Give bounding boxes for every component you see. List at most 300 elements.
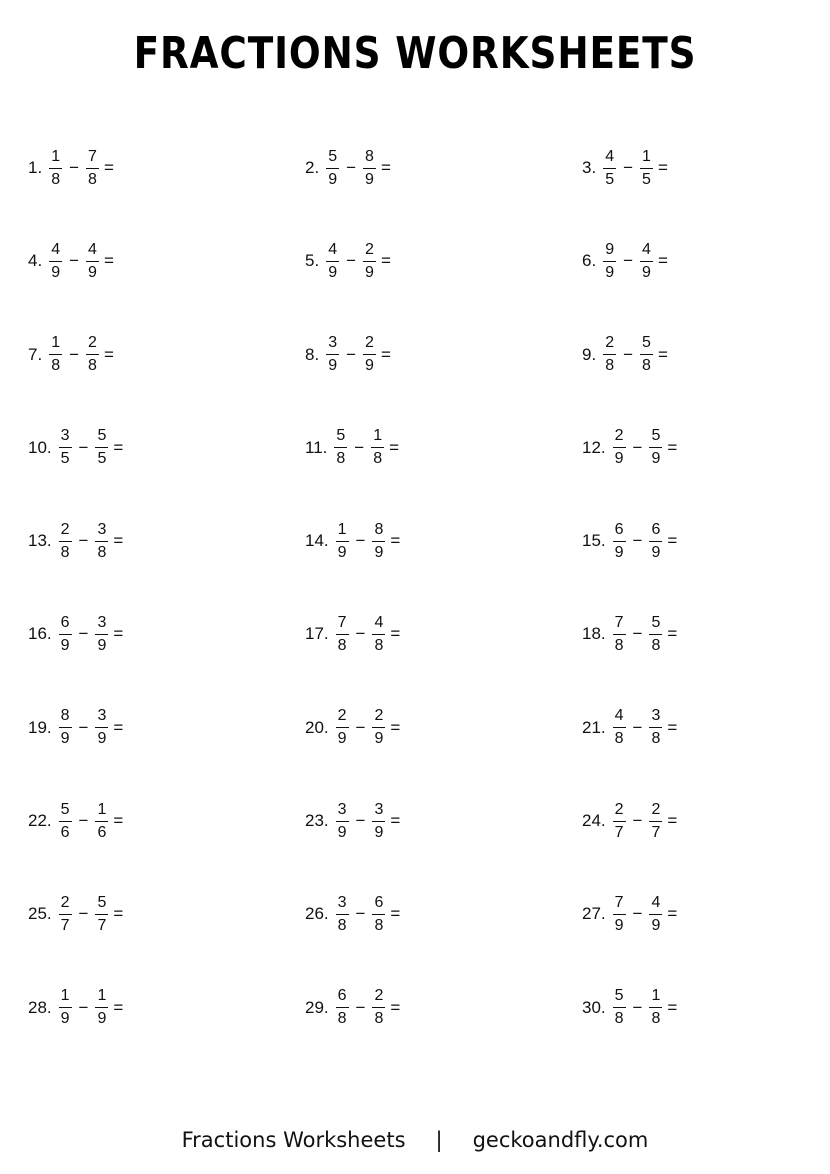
numerator: 5 xyxy=(95,428,108,448)
first-fraction xyxy=(336,988,349,1027)
second-fraction xyxy=(649,522,662,561)
footer xyxy=(0,1128,830,1152)
second-fraction xyxy=(95,988,108,1027)
numerator: 5 xyxy=(640,335,653,355)
equals-sign: = xyxy=(667,717,678,737)
problem-item xyxy=(305,886,582,942)
problem-item xyxy=(582,886,828,942)
denominator: 9 xyxy=(60,730,70,748)
numerator: 8 xyxy=(363,149,376,169)
numerator: 8 xyxy=(372,522,385,542)
problem-item xyxy=(28,606,305,662)
second-fraction xyxy=(372,988,385,1027)
numerator: 4 xyxy=(603,149,616,169)
numerator: 4 xyxy=(613,708,626,728)
minus-sign: − xyxy=(78,531,89,551)
first-fraction xyxy=(336,615,349,654)
numerator: 1 xyxy=(49,149,62,169)
problem-item xyxy=(28,793,305,849)
problem-item xyxy=(28,886,305,942)
numerator: 1 xyxy=(640,149,653,169)
numerator: 9 xyxy=(603,242,616,262)
second-fraction xyxy=(86,242,99,281)
denominator: 9 xyxy=(328,263,338,281)
numerator: 2 xyxy=(372,708,385,728)
problem-number: 13. xyxy=(28,531,52,551)
first-fraction xyxy=(336,802,349,841)
problem-item xyxy=(305,700,582,756)
problem-number: 18. xyxy=(582,624,606,644)
equals-sign: = xyxy=(380,344,391,364)
numerator: 8 xyxy=(59,708,72,728)
second-fraction xyxy=(95,615,108,654)
numerator: 3 xyxy=(336,802,349,822)
problem-number: 27. xyxy=(582,904,606,924)
numerator: 6 xyxy=(649,522,662,542)
equals-sign: = xyxy=(103,158,114,177)
equals-sign: = xyxy=(667,437,678,457)
denominator: 7 xyxy=(97,916,107,934)
problem-number: 28. xyxy=(28,997,52,1017)
problem-number: 8. xyxy=(305,344,320,364)
denominator: 8 xyxy=(337,1010,347,1028)
minus-sign: − xyxy=(78,997,89,1017)
first-fraction xyxy=(326,242,339,281)
denominator: 5 xyxy=(605,170,615,188)
numerator: 3 xyxy=(95,522,108,542)
problem-item xyxy=(305,793,582,849)
denominator: 9 xyxy=(365,357,374,375)
problem-item xyxy=(582,327,828,383)
numerator: 3 xyxy=(95,615,108,635)
denominator: 9 xyxy=(614,916,624,934)
denominator: 6 xyxy=(97,823,107,841)
denominator: 9 xyxy=(605,263,615,281)
first-fraction xyxy=(613,428,626,467)
denominator: 9 xyxy=(97,1010,107,1028)
equals-sign: = xyxy=(113,717,124,737)
denominator: 8 xyxy=(51,357,61,375)
numerator: 2 xyxy=(336,708,349,728)
numerator: 1 xyxy=(95,802,108,822)
problem-item xyxy=(305,980,582,1036)
denominator: 8 xyxy=(97,543,107,561)
denominator: 9 xyxy=(88,263,97,281)
second-fraction xyxy=(649,802,662,841)
denominator: 8 xyxy=(60,543,70,561)
numerator: 4 xyxy=(49,242,62,262)
numerator: 3 xyxy=(59,428,72,448)
numerator: 5 xyxy=(95,895,108,915)
denominator: 8 xyxy=(642,357,651,375)
denominator: 9 xyxy=(365,263,374,281)
first-fraction xyxy=(59,895,72,934)
problem-number: 6. xyxy=(582,251,597,271)
problem-number: 23. xyxy=(305,811,329,831)
denominator: 5 xyxy=(97,450,107,468)
numerator: 5 xyxy=(59,802,72,822)
footer-title: Fractions Worksheets xyxy=(181,1128,406,1152)
second-fraction xyxy=(372,522,385,561)
numerator: 7 xyxy=(336,615,349,635)
equals-sign: = xyxy=(380,158,391,177)
minus-sign: − xyxy=(632,811,643,831)
second-fraction xyxy=(371,428,384,467)
denominator: 8 xyxy=(336,450,346,468)
numerator: 4 xyxy=(86,242,99,262)
equals-sign: = xyxy=(667,624,678,644)
problem-item xyxy=(582,793,828,849)
problem-number: 11. xyxy=(305,437,328,457)
second-fraction xyxy=(86,149,99,188)
numerator: 1 xyxy=(649,988,662,1008)
denominator: 8 xyxy=(614,636,624,654)
second-fraction xyxy=(649,895,662,934)
problem-item xyxy=(582,606,828,662)
problem-number: 14. xyxy=(305,531,329,551)
minus-sign: − xyxy=(69,344,80,364)
numerator: 7 xyxy=(613,895,626,915)
numerator: 5 xyxy=(326,149,339,169)
numerator: 1 xyxy=(49,335,62,355)
denominator: 9 xyxy=(60,636,70,654)
denominator: 9 xyxy=(337,823,347,841)
equals-sign: = xyxy=(390,717,401,737)
denominator: 8 xyxy=(88,170,97,188)
problem-item xyxy=(305,327,582,383)
minus-sign: − xyxy=(623,158,634,177)
denominator: 8 xyxy=(374,916,384,934)
first-fraction xyxy=(334,428,347,467)
footer-separator: | xyxy=(435,1128,443,1152)
numerator: 1 xyxy=(95,988,108,1008)
first-fraction xyxy=(59,615,72,654)
first-fraction xyxy=(336,895,349,934)
equals-sign: = xyxy=(103,344,114,364)
minus-sign: − xyxy=(355,531,366,551)
numerator: 3 xyxy=(372,802,385,822)
problem-item xyxy=(28,700,305,756)
problem-number: 19. xyxy=(28,717,52,737)
minus-sign: − xyxy=(69,158,80,177)
denominator: 9 xyxy=(337,730,347,748)
problem-item xyxy=(305,513,582,569)
first-fraction xyxy=(613,988,626,1027)
second-fraction xyxy=(649,428,662,467)
denominator: 7 xyxy=(651,823,661,841)
minus-sign: − xyxy=(346,158,357,177)
numerator: 1 xyxy=(336,522,349,542)
second-fraction xyxy=(363,335,376,374)
equals-sign: = xyxy=(667,531,678,551)
numerator: 7 xyxy=(86,149,99,169)
problem-number: 4. xyxy=(28,251,43,271)
second-fraction xyxy=(372,708,385,747)
denominator: 6 xyxy=(60,823,70,841)
minus-sign: − xyxy=(632,437,643,457)
minus-sign: − xyxy=(78,717,89,737)
equals-sign: = xyxy=(390,811,401,831)
numerator: 5 xyxy=(613,988,626,1008)
numerator: 2 xyxy=(59,522,72,542)
minus-sign: − xyxy=(623,251,634,271)
first-fraction xyxy=(613,708,626,747)
denominator: 8 xyxy=(614,1010,624,1028)
numerator: 3 xyxy=(649,708,662,728)
denominator: 5 xyxy=(642,170,651,188)
minus-sign: − xyxy=(78,904,89,924)
second-fraction xyxy=(640,335,653,374)
equals-sign: = xyxy=(657,158,668,177)
problem-item xyxy=(305,140,582,196)
equals-sign: = xyxy=(390,997,401,1017)
denominator: 8 xyxy=(651,730,661,748)
problem-item xyxy=(28,140,305,196)
minus-sign: − xyxy=(632,997,643,1017)
problem-item xyxy=(582,140,828,196)
minus-sign: − xyxy=(623,344,634,364)
denominator: 5 xyxy=(60,450,70,468)
second-fraction xyxy=(86,335,99,374)
numerator: 3 xyxy=(95,708,108,728)
problem-number: 30. xyxy=(582,997,606,1017)
problem-number: 25. xyxy=(28,904,52,924)
denominator: 9 xyxy=(374,730,384,748)
second-fraction xyxy=(363,242,376,281)
numerator: 2 xyxy=(649,802,662,822)
first-fraction xyxy=(613,895,626,934)
first-fraction xyxy=(336,708,349,747)
numerator: 2 xyxy=(613,428,626,448)
numerator: 3 xyxy=(326,335,339,355)
problem-number: 7. xyxy=(28,344,43,364)
numerator: 3 xyxy=(336,895,349,915)
numerator: 2 xyxy=(86,335,99,355)
denominator: 8 xyxy=(651,636,661,654)
first-fraction xyxy=(603,242,616,281)
minus-sign: − xyxy=(346,344,357,364)
denominator: 8 xyxy=(374,1010,384,1028)
problem-item xyxy=(28,980,305,1036)
footer-website: geckoandfly.com xyxy=(472,1128,649,1152)
minus-sign: − xyxy=(632,904,643,924)
problem-number: 15. xyxy=(582,531,606,551)
equals-sign: = xyxy=(390,531,401,551)
denominator: 8 xyxy=(88,357,97,375)
problem-number: 10. xyxy=(28,437,52,457)
first-fraction xyxy=(59,708,72,747)
denominator: 9 xyxy=(614,543,624,561)
problem-item xyxy=(582,980,828,1036)
minus-sign: − xyxy=(632,717,643,737)
second-fraction xyxy=(372,802,385,841)
equals-sign: = xyxy=(390,904,401,924)
first-fraction xyxy=(613,802,626,841)
second-fraction xyxy=(363,149,376,188)
equals-sign: = xyxy=(667,997,678,1017)
problem-item xyxy=(582,420,828,476)
minus-sign: − xyxy=(78,437,89,457)
problem-number: 5. xyxy=(305,251,320,271)
numerator: 2 xyxy=(363,242,376,262)
denominator: 9 xyxy=(365,170,374,188)
minus-sign: − xyxy=(78,811,89,831)
problem-item xyxy=(28,513,305,569)
second-fraction xyxy=(649,615,662,654)
denominator: 8 xyxy=(51,170,61,188)
problem-number: 17. xyxy=(305,624,329,644)
first-fraction xyxy=(49,149,62,188)
minus-sign: − xyxy=(632,531,643,551)
equals-sign: = xyxy=(667,904,678,924)
denominator: 9 xyxy=(374,823,384,841)
first-fraction xyxy=(59,802,72,841)
first-fraction xyxy=(59,522,72,561)
denominator: 8 xyxy=(337,916,347,934)
problem-number: 9. xyxy=(582,344,597,364)
problem-item xyxy=(582,700,828,756)
numerator: 5 xyxy=(649,428,662,448)
equals-sign: = xyxy=(389,437,400,457)
problem-number: 26. xyxy=(305,904,329,924)
problem-item xyxy=(28,233,305,289)
second-fraction xyxy=(95,895,108,934)
problem-item xyxy=(582,513,828,569)
equals-sign: = xyxy=(657,344,668,364)
denominator: 8 xyxy=(614,730,624,748)
denominator: 9 xyxy=(651,450,661,468)
problem-number: 22. xyxy=(28,811,52,831)
numerator: 2 xyxy=(613,802,626,822)
problem-item xyxy=(305,606,582,662)
second-fraction xyxy=(95,428,108,467)
first-fraction xyxy=(613,522,626,561)
denominator: 9 xyxy=(642,263,651,281)
first-fraction xyxy=(59,988,72,1027)
problem-grid xyxy=(28,140,828,1073)
equals-sign: = xyxy=(390,624,401,644)
problem-item xyxy=(305,233,582,289)
denominator: 9 xyxy=(337,543,347,561)
problem-number: 3. xyxy=(582,158,597,177)
problem-number: 1. xyxy=(28,158,43,177)
denominator: 7 xyxy=(60,916,70,934)
first-fraction xyxy=(59,428,72,467)
numerator: 5 xyxy=(334,428,347,448)
problem-number: 2. xyxy=(305,158,320,177)
denominator: 9 xyxy=(60,1010,70,1028)
equals-sign: = xyxy=(113,624,124,644)
numerator: 7 xyxy=(613,615,626,635)
denominator: 9 xyxy=(614,450,624,468)
second-fraction xyxy=(372,615,385,654)
denominator: 8 xyxy=(605,357,615,375)
denominator: 7 xyxy=(614,823,624,841)
denominator: 9 xyxy=(328,170,338,188)
first-fraction xyxy=(603,149,616,188)
minus-sign: − xyxy=(354,437,365,457)
first-fraction xyxy=(336,522,349,561)
first-fraction xyxy=(603,335,616,374)
minus-sign: − xyxy=(355,811,366,831)
problem-number: 29. xyxy=(305,997,329,1017)
numerator: 6 xyxy=(613,522,626,542)
second-fraction xyxy=(649,708,662,747)
problem-number: 21. xyxy=(582,717,606,737)
problem-number: 24. xyxy=(582,811,606,831)
equals-sign: = xyxy=(113,997,124,1017)
equals-sign: = xyxy=(113,904,124,924)
problem-item xyxy=(582,233,828,289)
equals-sign: = xyxy=(103,251,114,271)
minus-sign: − xyxy=(69,251,80,271)
equals-sign: = xyxy=(113,437,124,457)
numerator: 4 xyxy=(372,615,385,635)
numerator: 6 xyxy=(336,988,349,1008)
second-fraction xyxy=(640,242,653,281)
problem-number: 12. xyxy=(582,437,606,457)
numerator: 4 xyxy=(326,242,339,262)
numerator: 4 xyxy=(640,242,653,262)
minus-sign: − xyxy=(355,997,366,1017)
denominator: 8 xyxy=(374,636,384,654)
equals-sign: = xyxy=(113,811,124,831)
minus-sign: − xyxy=(78,624,89,644)
numerator: 2 xyxy=(59,895,72,915)
minus-sign: − xyxy=(632,624,643,644)
problem-number: 20. xyxy=(305,717,329,737)
denominator: 9 xyxy=(651,916,661,934)
equals-sign: = xyxy=(657,251,668,271)
first-fraction xyxy=(326,149,339,188)
numerator: 4 xyxy=(649,895,662,915)
denominator: 9 xyxy=(97,730,107,748)
denominator: 8 xyxy=(651,1010,661,1028)
numerator: 6 xyxy=(372,895,385,915)
minus-sign: − xyxy=(346,251,357,271)
problem-item xyxy=(305,420,582,476)
second-fraction xyxy=(640,149,653,188)
numerator: 2 xyxy=(603,335,616,355)
second-fraction xyxy=(372,895,385,934)
problem-item xyxy=(28,420,305,476)
second-fraction xyxy=(95,802,108,841)
denominator: 9 xyxy=(328,357,338,375)
first-fraction xyxy=(613,615,626,654)
first-fraction xyxy=(326,335,339,374)
denominator: 8 xyxy=(373,450,383,468)
denominator: 8 xyxy=(337,636,347,654)
denominator: 9 xyxy=(51,263,61,281)
worksheet-title: FRACTIONS WORKSHEETS xyxy=(133,28,697,79)
numerator: 5 xyxy=(649,615,662,635)
denominator: 9 xyxy=(651,543,661,561)
second-fraction xyxy=(95,708,108,747)
first-fraction xyxy=(49,335,62,374)
problem-item xyxy=(28,327,305,383)
equals-sign: = xyxy=(113,531,124,551)
second-fraction xyxy=(649,988,662,1027)
numerator: 2 xyxy=(372,988,385,1008)
equals-sign: = xyxy=(667,811,678,831)
numerator: 2 xyxy=(363,335,376,355)
first-fraction xyxy=(49,242,62,281)
problem-number: 16. xyxy=(28,624,52,644)
numerator: 1 xyxy=(59,988,72,1008)
minus-sign: − xyxy=(355,717,366,737)
second-fraction xyxy=(95,522,108,561)
denominator: 9 xyxy=(97,636,107,654)
